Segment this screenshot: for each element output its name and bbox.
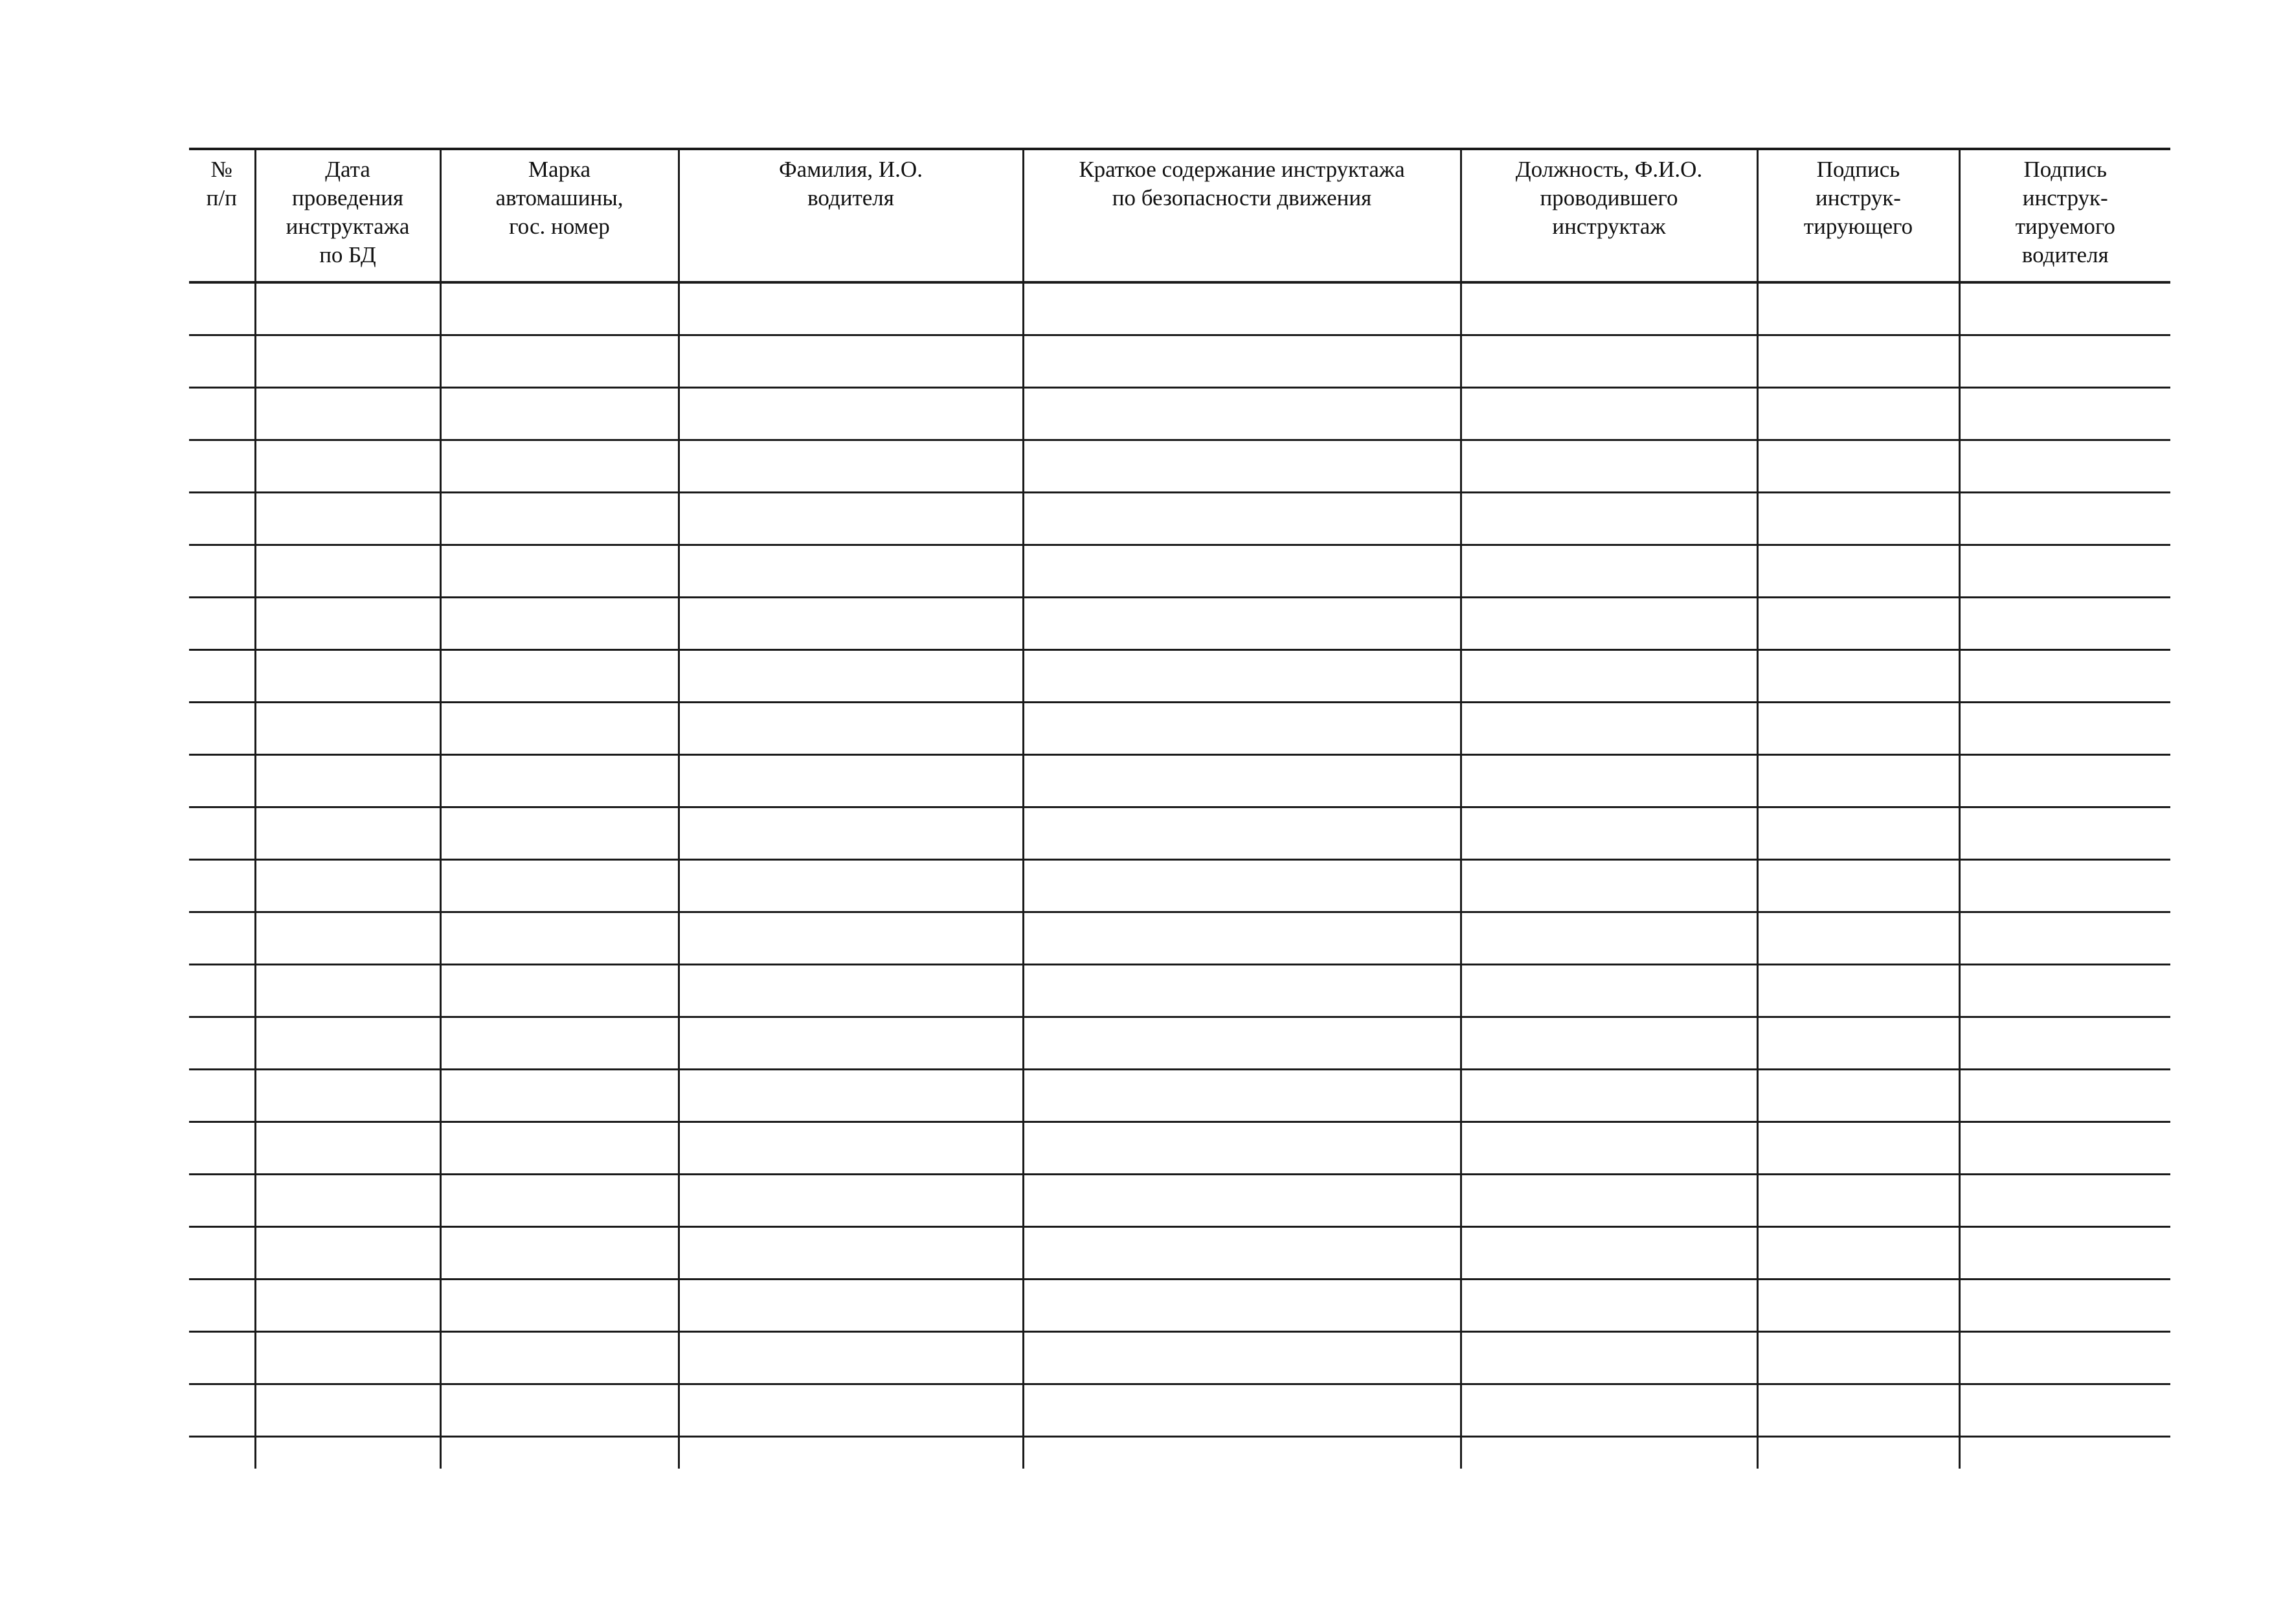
table-cell [679,545,1023,598]
table-cell [1023,1227,1461,1280]
table-cell [679,388,1023,440]
table-row [189,755,2170,807]
table-cell [1461,1122,1757,1175]
table-cell [255,912,440,965]
table-cell [679,1437,1023,1469]
header-instructor: Должность, Ф.И.О. проводившего инструктаж [1461,149,1757,282]
table-cell [1461,545,1757,598]
table-cell [440,703,679,755]
table-cell [1023,912,1461,965]
table-cell [1757,335,1959,388]
table-row [189,965,2170,1017]
table-cell [1023,1332,1461,1384]
table-cell [679,1227,1023,1280]
table-cell [1461,703,1757,755]
table-cell [679,1017,1023,1070]
table-cell [440,1437,679,1469]
header-driver-name: Фамилия, И.О. водителя [679,149,1023,282]
table-cell [1757,1384,1959,1437]
table-cell [679,860,1023,912]
table-cell [1757,860,1959,912]
table-row [189,1280,2170,1332]
table-cell [440,1384,679,1437]
table-row [189,1332,2170,1384]
table-row [189,545,2170,598]
table-cell [1023,493,1461,545]
table-cell [679,912,1023,965]
table-cell [1461,1280,1757,1332]
table-cell [440,335,679,388]
table-cell [440,493,679,545]
table-cell [1757,965,1959,1017]
table-row [189,1384,2170,1437]
table-cell [189,912,255,965]
table-cell [189,545,255,598]
table-cell [1959,860,2170,912]
table-row [189,493,2170,545]
table-cell [679,335,1023,388]
table-cell [440,1070,679,1122]
table-cell [1757,1070,1959,1122]
table-cell [1461,335,1757,388]
table-cell [1023,703,1461,755]
table-cell [189,1332,255,1384]
table-cell [1023,335,1461,388]
table-cell [1959,1280,2170,1332]
table-cell [679,703,1023,755]
table-row [189,598,2170,650]
table-cell [189,1070,255,1122]
table-cell [1959,912,2170,965]
table-cell [1757,1437,1959,1469]
table-cell [255,1070,440,1122]
table-cell [1959,335,2170,388]
table-cell [189,755,255,807]
table-cell [1023,1122,1461,1175]
table-cell [1023,650,1461,703]
instruction-journal-table [189,148,2170,1469]
table-cell [1959,650,2170,703]
table-cell [255,860,440,912]
table-cell [440,1122,679,1175]
table-header [189,149,2170,282]
table-row [189,703,2170,755]
table-cell [1959,807,2170,860]
table-cell [255,1384,440,1437]
table-cell [1959,545,2170,598]
table-cell [1757,545,1959,598]
table-cell [679,440,1023,493]
table-cell [189,1384,255,1437]
table-cell [440,965,679,1017]
table-cell [255,1017,440,1070]
table-cell [189,388,255,440]
table-cell [1959,388,2170,440]
table-row [189,1175,2170,1227]
table-cell [679,1070,1023,1122]
table-cell [255,755,440,807]
table-cell [1757,807,1959,860]
table-cell [679,598,1023,650]
table-cell [440,1227,679,1280]
header-vehicle: Марка автомашины, гос. номер [440,149,679,282]
table-cell [1959,1332,2170,1384]
table-cell [679,1175,1023,1227]
table-cell [255,335,440,388]
table-cell [189,1175,255,1227]
table-cell [255,650,440,703]
table-cell [1461,965,1757,1017]
table-cell [189,335,255,388]
table-cell [189,282,255,335]
table-cell [440,912,679,965]
table-cell [1757,1332,1959,1384]
table-cell [1959,1384,2170,1437]
table-cell [1023,545,1461,598]
table-cell [1023,755,1461,807]
table-row [189,1017,2170,1070]
table-cell [1461,912,1757,965]
table-cell [679,1122,1023,1175]
table-cell [1023,282,1461,335]
table-cell [1023,807,1461,860]
table-cell [679,965,1023,1017]
table-cell [255,1175,440,1227]
table-cell [1757,1227,1959,1280]
table-cell [255,545,440,598]
table-cell [679,650,1023,703]
table-cell [1023,965,1461,1017]
table-cell [1757,440,1959,493]
table-cell [255,1122,440,1175]
table-cell [1461,1017,1757,1070]
table-cell [1461,282,1757,335]
table-cell [1757,1122,1959,1175]
table-cell [1959,598,2170,650]
table-row [189,335,2170,388]
table-row [189,1227,2170,1280]
table-cell [1461,388,1757,440]
table-cell [440,545,679,598]
table-cell [255,282,440,335]
table-cell [440,282,679,335]
table-cell [189,807,255,860]
table-cell [1023,1017,1461,1070]
header-row [189,149,2170,282]
table-cell [679,1280,1023,1332]
table-row [189,912,2170,965]
table-cell [1023,598,1461,650]
table-cell [440,1017,679,1070]
table-cell [1023,1070,1461,1122]
table-row [189,1122,2170,1175]
table-row [189,440,2170,493]
table-cell [679,282,1023,335]
table-row [189,860,2170,912]
table-cell [1023,1437,1461,1469]
table-cell [255,388,440,440]
table-cell [1023,1384,1461,1437]
table-cell [1461,1175,1757,1227]
table-cell [1959,755,2170,807]
table-cell [1757,912,1959,965]
table-cell [1959,1227,2170,1280]
header-number: № п/п [189,149,255,282]
table-cell [1461,755,1757,807]
table-row [189,388,2170,440]
table-cell [255,1332,440,1384]
table-cell [1461,440,1757,493]
table-cell [255,807,440,860]
table-cell [1757,282,1959,335]
table-cell [1757,1017,1959,1070]
table-cell [1959,1017,2170,1070]
table-cell [189,1227,255,1280]
table-cell [1959,282,2170,335]
table-cell [1461,650,1757,703]
table-cell [1461,1437,1757,1469]
table-cell [1023,388,1461,440]
table-row [189,282,2170,335]
table-cell [255,1437,440,1469]
table-cell [1461,598,1757,650]
table-cell [1023,1175,1461,1227]
header-instructor-signature: Подпись инструк- тирующего [1757,149,1959,282]
table-cell [1959,1122,2170,1175]
table-cell [1757,598,1959,650]
table-cell [679,493,1023,545]
table-cell [255,965,440,1017]
table-cell [1461,860,1757,912]
table-cell [1461,1227,1757,1280]
table-cell [679,1384,1023,1437]
table-cell [440,755,679,807]
table-cell [255,493,440,545]
table-cell [440,860,679,912]
table-cell [1461,1332,1757,1384]
table-cell [440,650,679,703]
table-cell [1461,1384,1757,1437]
table-cell [440,388,679,440]
table-cell [1757,650,1959,703]
table-cell [1023,860,1461,912]
table-row [189,1070,2170,1122]
table-row [189,650,2170,703]
table-cell [1959,493,2170,545]
table-cell [189,1280,255,1332]
table-cell [440,598,679,650]
table-cell [1023,1280,1461,1332]
table-cell [255,1227,440,1280]
table-cell [1757,1175,1959,1227]
table-cell [255,1280,440,1332]
table-cell [255,703,440,755]
table-cell [1959,1175,2170,1227]
table-cell [255,440,440,493]
table-cell [189,598,255,650]
table-cell [189,860,255,912]
table-row [189,807,2170,860]
table-cell [1959,1437,2170,1469]
table-cell [189,703,255,755]
table-cell [189,440,255,493]
table-row-tail [189,1437,2170,1469]
table-cell [440,1175,679,1227]
table-cell [1757,493,1959,545]
table-cell [1461,493,1757,545]
table-cell [189,1437,255,1469]
table-body [189,282,2170,1469]
table-cell [679,755,1023,807]
table-cell [1461,1070,1757,1122]
table-cell [1757,388,1959,440]
header-content: Краткое содержание инструктажа по безопасности движения [1023,149,1461,282]
header-driver-signature: Подпись инструк- тируемого водителя [1959,149,2170,282]
table-cell [255,598,440,650]
table-cell [1757,1280,1959,1332]
table-cell [440,807,679,860]
table-cell [440,1280,679,1332]
table-cell [189,493,255,545]
table-cell [1757,755,1959,807]
table-cell [1959,1070,2170,1122]
table-cell [440,440,679,493]
table-cell [679,807,1023,860]
table-cell [189,650,255,703]
table-cell [679,1332,1023,1384]
table-cell [1959,440,2170,493]
table-cell [1023,440,1461,493]
table-cell [440,1332,679,1384]
table-cell [189,965,255,1017]
table-cell [1959,965,2170,1017]
table-cell [189,1122,255,1175]
table-cell [1461,807,1757,860]
header-date: Дата проведения инструктажа по БД [255,149,440,282]
table-cell [189,1017,255,1070]
table-cell [1757,703,1959,755]
table-cell [1959,703,2170,755]
